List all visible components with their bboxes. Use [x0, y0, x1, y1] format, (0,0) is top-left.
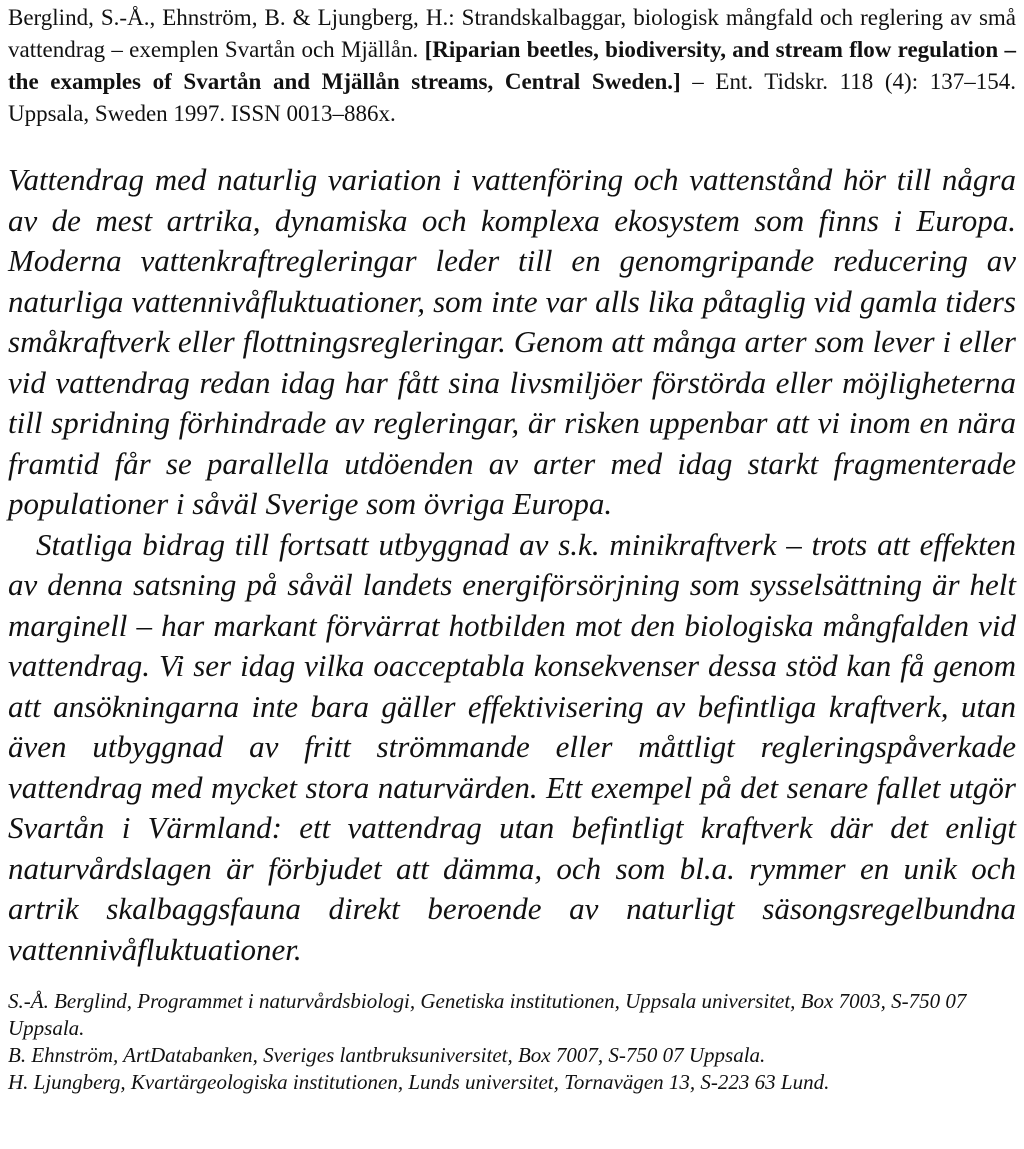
citation-source: – Ent. Tidskr. 118 (4): 137–154. Uppsala, Sweden 1997. ISSN 0013–886x.: [8, 69, 1016, 126]
address-ljungberg: H. Ljungberg, Kvartärgeologiska institutionen, Lunds universitet, Tornavägen 13, S-223 63 Lund.: [8, 1070, 830, 1094]
abstract-paragraph-2: Statliga bidrag till fortsatt utbyggnad av s.k. minikraftverk – trots att effekten av denna satsning på såväl landets energiförsörjning som sysselsättning är helt marginell – har markant förvärrat hotbilden mot den biologiska mångfalden vid vattendrag. Vi ser idag vilka oacceptabla konsekvenser dessa stöd kan få genom att ansökningarna inte bara gäller effektivisering av befintliga kraftverk, utan även utbyggnad av fritt strömmande eller måttligt regleringspåverkade vattendrag med mycket stora naturvärden. Ett exempel på det senare fallet utgör Svartån i Värmland: ett vattendrag utan befintligt kraftverk där det enligt naturvårdslagen är förbjudet att dämma, och som bl.a. rymmer en unik och artrik skalbaggsfauna direkt beroende av naturligt säsongsregelbundna vattennivåfluktuationer.: [8, 526, 1016, 967]
citation-title-swedish: Strandskalbaggar, biologisk mångfald och reglering av små vattendrag – exemplen Svartån och Mjällån.: [8, 5, 1017, 62]
citation-authors: Berglind, S.-Å., Ehnström, B. & Ljungberg, H.:: [8, 5, 455, 30]
abstract-paragraph-1: Vattendrag med naturlig variation i vattenföring och vattenstånd hör till några av de mest artrika, dynamiska och komplexa ekosystem som finns i Europa. Moderna vattenkraftregleringar leder till en genomgripande reducering av naturliga vattennivåfluktuationer, som inte var alls lika påtaglig vid gamla tiders småkraftverk eller flottningsregleringar. Genom att många arter som lever i eller vid vattendrag redan idag har fått sina livsmiljöer förstörda eller möjligheterna till spridning förhindrade av regleringar, är risken uppenbar att vi inom en nära framtid får se parallella utdöenden av arter med idag starkt fragmenterade populationer i såväl Sverige som övriga Europa.: [8, 162, 1016, 521]
address-berglind: S.-Å. Berglind, Programmet i naturvårdsbiologi, Genetiska institutionen, Uppsala universitet, Box 7003, S-750 07 Uppsala.: [8, 989, 967, 1040]
author-addresses: [8, 988, 1016, 1096]
citation: [8, 0, 1016, 130]
article-page: [8, 0, 1016, 1096]
address-ehnstrom: B. Ehnström, ArtDatabanken, Sveriges lantbruksuniversitet, Box 7007, S-750 07 Uppsala.: [8, 1043, 766, 1067]
citation-title-english: [Riparian beetles, biodiversity, and stream flow regulation – the examples of Svartån and Mjällån streams, Central Sweden.]: [8, 37, 1016, 94]
abstract: [8, 160, 1016, 970]
